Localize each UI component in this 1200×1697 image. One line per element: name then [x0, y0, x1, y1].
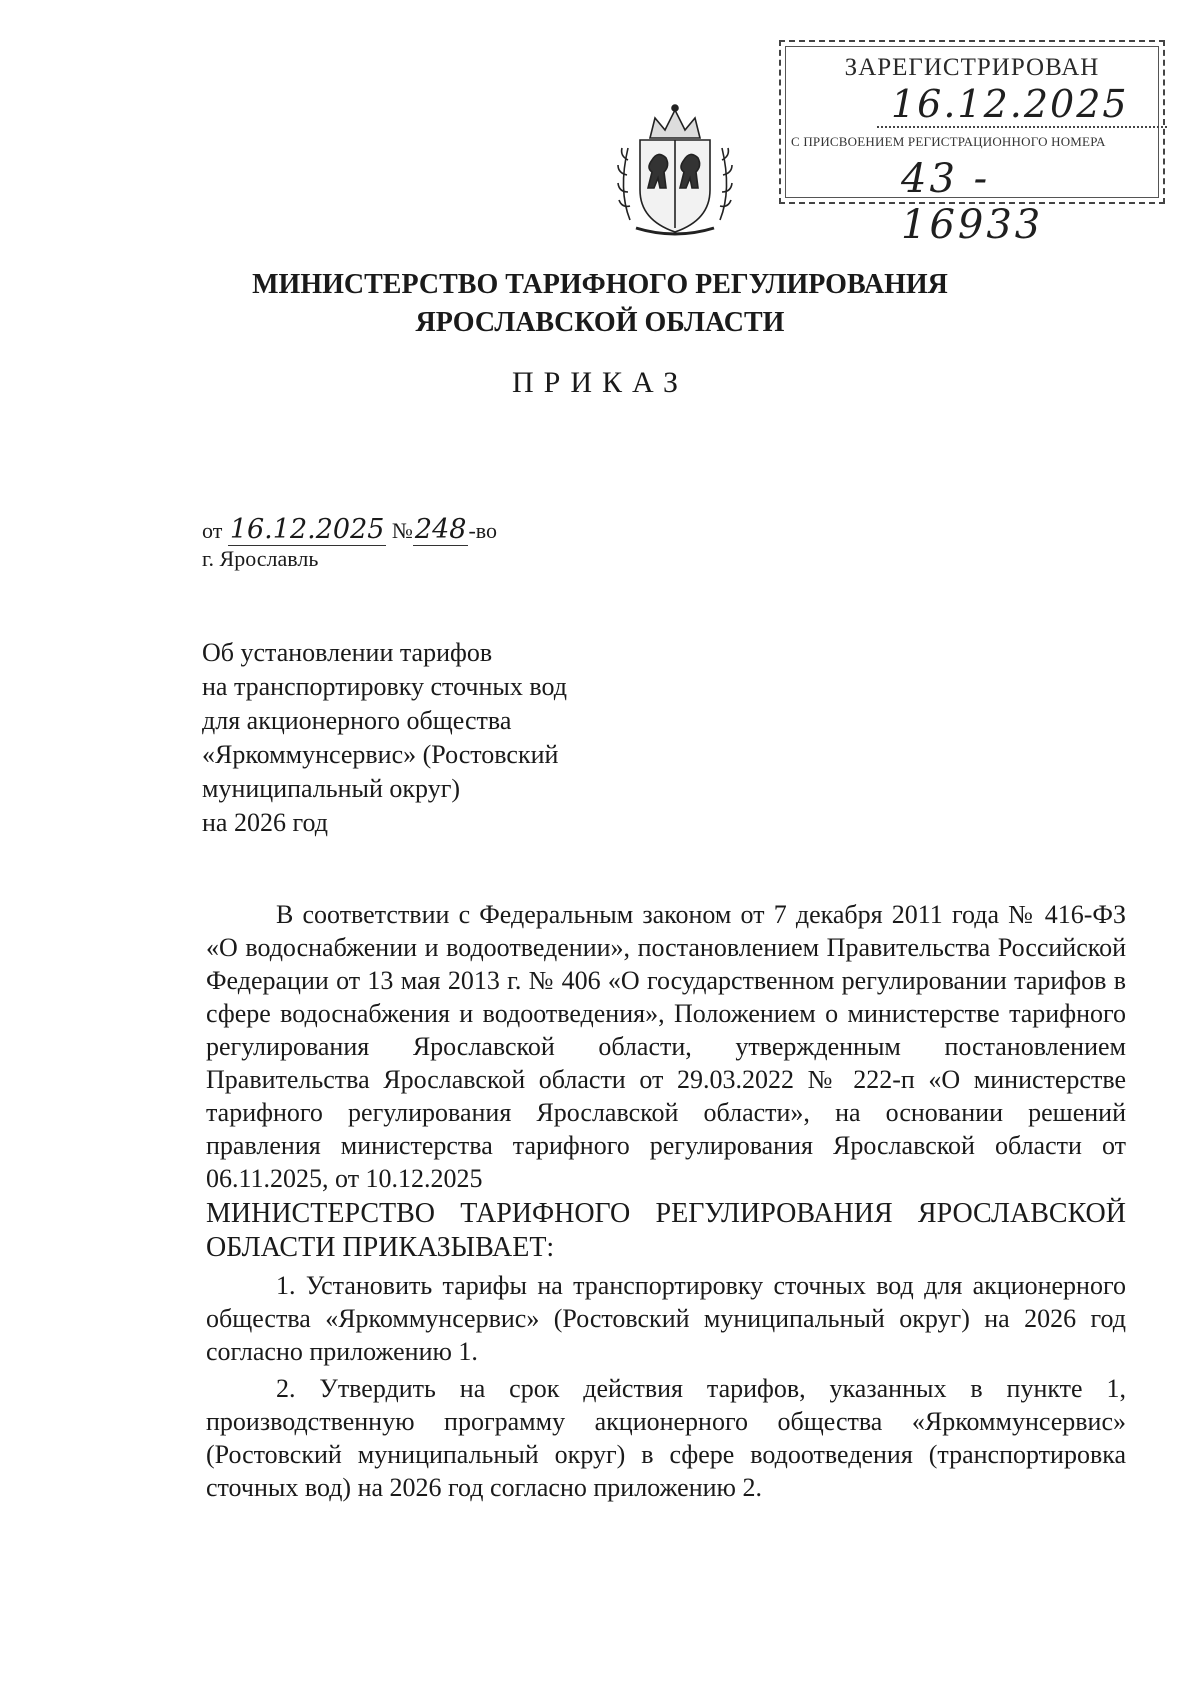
from-label: от [202, 518, 223, 543]
order-item: 2. Утвердить на срок действия тарифов, указанных в пункте 1, производственную программу акционерного общества «Яркоммунсервис» (Ростовский муниципальный округ) в сфере водоотведения (транспортировка сточных вод) на 2026 год согласно приложению 2. [206, 1374, 1126, 1502]
number-label: № [391, 518, 413, 543]
stamp-handwritten-date: 16.12.2025 [891, 82, 1129, 126]
subject-line: на транспортировку сточных вод [202, 672, 567, 701]
ministry-line-1: МИНИСТЕРСТВО ТАРИФНОГО РЕГУЛИРОВАНИЯ [252, 269, 948, 300]
subject-line: для акционерного общества [202, 706, 512, 735]
ministry-heading [0, 266, 1200, 342]
registration-stamp [779, 40, 1165, 248]
order-date: 16.12.2025 [229, 514, 385, 545]
order-subject [202, 636, 567, 840]
order-number-suffix: -во [468, 518, 498, 543]
order-phrase: МИНИСТЕРСТВО ТАРИФНОГО РЕГУЛИРОВАНИЯ ЯРОСЛАВСКОЙ ОБЛАСТИ ПРИКАЗЫВАЕТ: [206, 1198, 1126, 1263]
order-date-line [202, 514, 497, 545]
ministry-line-2: ЯРОСЛАВСКОЙ ОБЛАСТИ [415, 307, 785, 338]
stamp-title: ЗАРЕГИСТРИРОВАН [844, 54, 1100, 81]
subject-line: Об установлении тарифов [202, 638, 493, 667]
order-number: 248 [414, 514, 467, 545]
subject-line: на 2026 год [202, 808, 328, 837]
document-type-title: ПРИКАЗ [512, 366, 688, 399]
preamble-paragraph: В соответствии с Федеральным законом от 7 декабря 2011 года № 416-ФЗ «О водоснабжении и водоотведении», постановлением Правительства Российской Федерации от 13 мая 2013 г. № 406 «О государственном регулировании тарифов в сфере водоснабжения и водоотведения», Положением о министерстве тарифного регулирования Ярославской области, утвержденным постановлением Правительства Ярославской области от 29.03.2022 № 222-п «О министерстве тарифного регулирования Ярославской области», на основании решений правления министерства тарифного регулирования Ярославской области от 06.11.2025, от 10.12.2025 [206, 900, 1126, 1193]
coat-of-arms-emblem [600, 100, 750, 240]
order-item: 1. Установить тарифы на транспортировку сточных вод для акционерного общества «Яркоммунсервис» (Ростовский муниципальный округ) на 2026 год согласно приложению 1. [206, 1271, 1126, 1366]
stamp-subtitle: С ПРИСВОЕНИЕМ РЕГИСТРАЦИОННОГО НОМЕРА [791, 134, 1106, 149]
stamp-divider [877, 126, 1167, 128]
stamp-registration-number: 43 - 16933 [901, 156, 1044, 248]
order-body [206, 898, 1126, 1504]
subject-line: «Яркоммунсервис» (Ростовский [202, 740, 559, 769]
subject-line: муниципальный округ) [202, 774, 461, 803]
city: г. Ярославль [202, 546, 319, 571]
